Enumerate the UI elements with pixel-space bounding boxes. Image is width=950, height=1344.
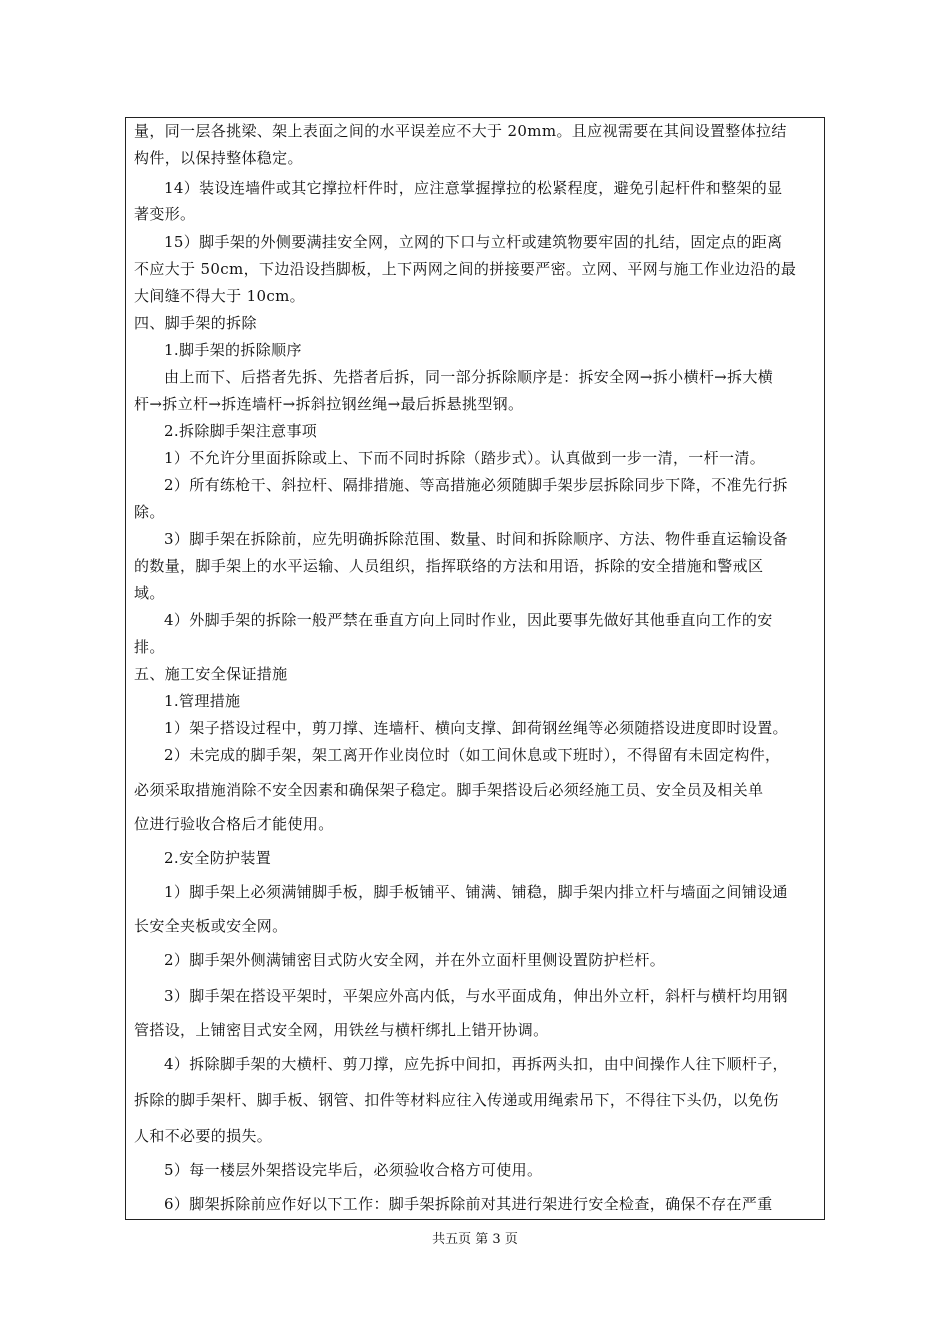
text-line: 5）每一楼层外架搭设完毕后，必须验收合格方可使用。 [164,1161,543,1179]
subsection-heading: 2.拆除脚手架注意事项 [164,422,318,440]
text-line: 域。 [134,584,165,602]
text-line: 排。 [134,638,165,656]
section-heading: 四、脚手架的拆除 [134,314,257,332]
section-heading: 五、施工安全保证措施 [134,665,288,683]
text-line: 14）装设连墙件或其它撑拉杆件时，应注意掌握撑拉的松紧程度，避免引起杆件和整架的显 [164,179,783,197]
text-line: 4）外脚手架的拆除一般严禁在垂直方向上同时作业，因此要事先做好其他垂直向工作的安 [164,611,773,629]
text-line: 著变形。 [134,205,196,223]
text-line: 不应大于 50cm，下边沿设挡脚板，上下两网之间的拼接要严密。立网、平网与施工作业边沿的最 [134,260,797,278]
text-line: 3）脚手架在搭设平架时，平架应外高内低，与水平面成角，伸出外立杆，斜杆与横杆均用钢 [164,987,788,1005]
text-line: 管搭设，上铺密目式安全网，用铁丝与横杆绑扎上错开协调。 [134,1021,549,1039]
text-line: 由上而下、后搭者先拆、先搭者后拆，同一部分拆除顺序是：拆安全网→拆小横杆→拆大横 [164,368,774,386]
text-line: 位进行验收合格后才能使用。 [134,815,334,833]
text-line: 1）不允许分里面拆除或上、下而不同时拆除（踏步式）。认真做到一步一清，一杆一清。 [164,449,766,467]
text-line: 量，同一层各挑梁、架上表面之间的水平误差应不大于 20mm。且应视需要在其间设置整体拉结 [134,122,787,140]
text-line: 2）未完成的脚手架，架工离开作业岗位时（如工间休息或下班时），不得留有未固定构件， [164,746,781,764]
text-line: 长安全夹板或安全网。 [134,917,288,935]
text-line: 4）拆除脚手架的大横杆、剪刀撑，应先拆中间扣，再拆两头扣，由中间操作人往下顺杆子， [164,1055,788,1073]
text-line: 构件，以保持整体稳定。 [134,149,303,167]
text-line: 杆→拆立杆→拆连墙杆→拆斜拉钢丝绳→最后拆悬挑型钢。 [134,395,524,413]
subsection-heading: 1.管理措施 [164,692,241,710]
subsection-heading: 1.脚手架的拆除顺序 [164,341,302,359]
text-line: 除。 [134,503,165,521]
text-line: 2）脚手架外侧满铺密目式防火安全网，并在外立面杆里侧设置防护栏杆。 [164,951,666,969]
text-line: 1）架子搭设过程中，剪刀撑、连墙杆、横向支撑、卸荷钢丝绳等必须随搭设进度即时设置。 [164,719,788,737]
text-line: 的数量，脚手架上的水平运输、人员组织，指挥联络的方法和用语，拆除的安全措施和警戒区 [134,557,764,575]
text-line: 2）所有练枪干、斜拉杆、隔排措施、等高措施必须随脚手架步层拆除同步下降，不准先行拆 [164,476,788,494]
text-line: 3）脚手架在拆除前，应先明确拆除范围、数量、时间和拆除顺序、方法、物件垂直运输设备 [164,530,788,548]
text-line: 15）脚手架的外侧要满挂安全网，立网的下口与立杆或建筑物要牢固的扎结，固定点的距离 [164,233,783,251]
page-footer: 共五页 第 3 页 [432,1232,518,1247]
text-line: 大间缝不得大于 10cm。 [134,287,306,305]
subsection-heading: 2.安全防护装置 [164,849,272,867]
text-line: 6）脚架拆除前应作好以下工作：脚手架拆除前对其进行架进行安全检查，确保不存在严重 [164,1195,773,1213]
text-line: 必须采取措施消除不安全因素和确保架子稳定。脚手架搭设后必须经施工员、安全员及相关单 [134,781,764,799]
text-line: 人和不必要的损失。 [134,1127,273,1145]
text-line: 拆除的脚手架杆、脚手板、钢管、扣件等材料应往入传递或用绳索吊下，不得往下头仍，以免伤 [134,1091,779,1109]
text-line: 1）脚手架上必须满铺脚手板，脚手板铺平、铺满、铺稳，脚手架内排立杆与墙面之间铺设通 [164,883,788,901]
